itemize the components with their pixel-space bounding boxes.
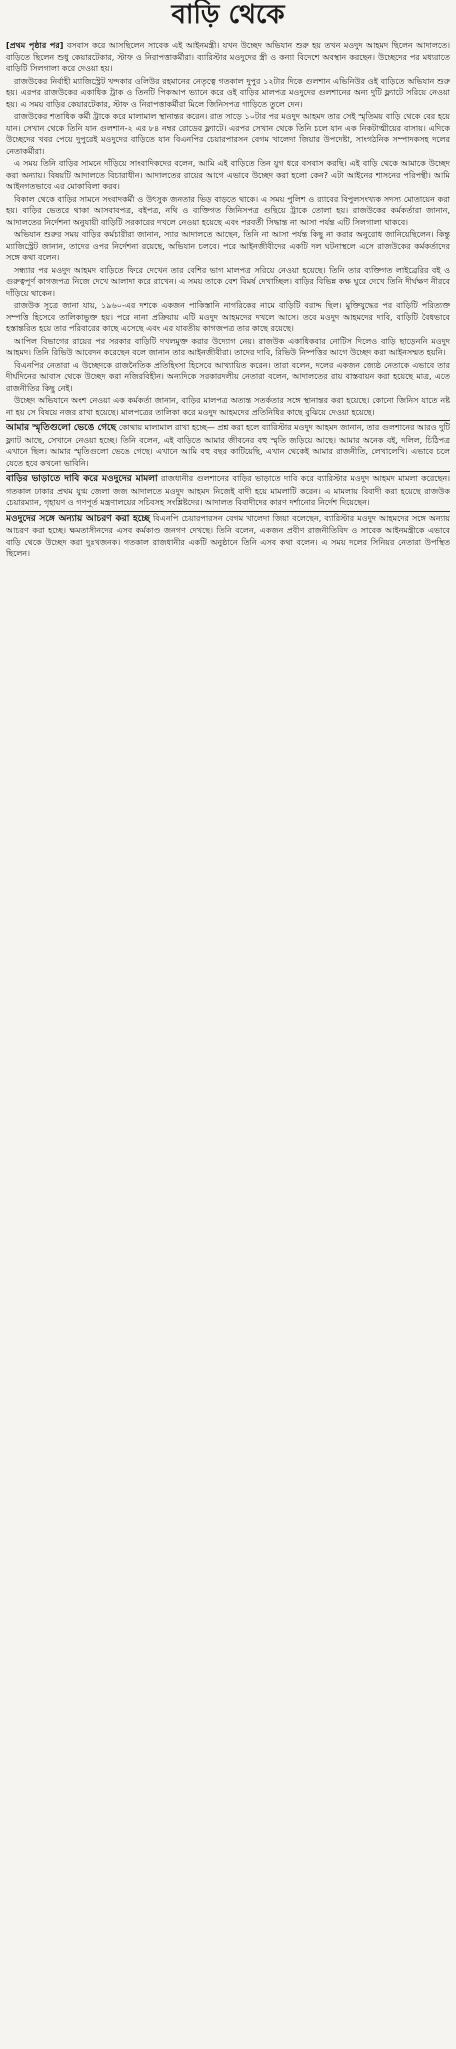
article-paragraph: রাজউক সূত্রে জানা যায়, ১৯৬০-এর দশকে একজন পাকিস্তানি নাগরিকের নামে বাড়িটি বরাদ্দ ছিল। মুক্তিযুদ্ধের পর বাড়িটি পরিত্যক্ত সম্পত্তি হিসেবে তালিকাভুক্ত হয়। পরে নানা প্রক্রিয়ায় এটি মওদুদ আহমদের দখলে আসে। তবে মওদুদ আহমদের দাবি, বাড়িটি বৈধভাবে হস্তান্তরিত হয়ে তার পরিবারের কাছে এসেছে এবং এর যাবতীয় কাগজপত্র তার কাছে রয়েছে। xyxy=(6,301,450,333)
subheading: আমার স্মৃতিগুলো ভেঙে গেছে xyxy=(6,423,117,433)
subheading: মওদুদের সঙ্গে অন্যায় আচরণ করা হচ্ছে xyxy=(6,513,150,524)
article-paragraph xyxy=(6,40,450,75)
page-title: বাড়ি থেকে xyxy=(171,0,285,30)
continued-from-marker: [প্রথম পৃষ্ঠার পর] xyxy=(6,41,64,50)
article-paragraph: বিএনপির নেতারা এ উচ্ছেদকে রাজনৈতিক প্রতিহিংসা হিসেবে আখ্যায়িত করেন। তারা বলেন, দলের একজন জ্যেষ্ঠ নেতাকে এভাবে তার দীর্ঘদিনের আবাস থেকে উচ্ছেদ করা নজিরবিহীন। অন্যদিকে সরকারদলীয় নেতারা বলেন, আদালতের রায় বাস্তবায়ন করা হয়েছে মাত্র, এতে রাজনীতির কিছু নেই। xyxy=(6,360,450,393)
section-divider xyxy=(6,420,450,421)
subheading: বাড়ির ভাড়াতে দাবি করে মওদুদের মামলা xyxy=(6,474,158,484)
article-body xyxy=(6,40,450,2045)
paragraph-text: বসবাস করে আসছিলেন সাবেক এই আইনমন্ত্রী। যখন উচ্ছেদ অভিযান শুরু হয় তখন মওদুদ আহমদ ছিলেন আদালতে। বাড়িতে ছিলেন শুধু কেয়ারটেকার, স্টাফ ও নিরাপত্তাকর্মীরা। ব্যারিস্টার মওদুদের স্ত্রী ও কন্যা বিদেশে অবস্থান করছেন। উচ্ছেদের পর মধ্যরাতে বাড়িটি সিলগালা করে দেওয়া হয়। xyxy=(6,41,450,73)
article-paragraph: রাজউকের শতাধিক কর্মী ট্রাকে করে মালামাল স্থানান্তর করেন। রাত সাড়ে ১০টার পর মওদুদ আহমদ তার সেই স্মৃতিময় বাড়ি থেকে বের হয়ে যান। সেখান থেকে তিনি যান গুলশান-২ এর ৮৪ নম্বর রোডের ফ্ল্যাটে। এরপর সেখান থেকে তিনি চলে যান এক নিকটাত্মীয়ের বাসায়। এদিকে উচ্ছেদের খবর পেয়ে দুপুরেই মওদুদের বাড়িতে যান বিএনপির চেয়ারপারসন বেগম খালেদা জিয়ার উপদেষ্টা, সাংগঠনিক সম্পাদকসহ দলের নেতাকর্মীরা। xyxy=(6,112,450,156)
section-divider xyxy=(6,471,450,472)
article-paragraph: আপিল বিভাগের রায়ের পর সরকার বাড়িটি দখলমুক্ত করার উদ্যোগ নেয়। রাজউক একাধিকবার নোটিস দিলেও বাড়ি ছাড়েননি মওদুদ আহমদ। তিনি রিভিউ আবেদন করেছেন বলে জানান তার আইনজীবীরা। তাদের দাবি, রিভিউ নিষ্পত্তির আগে উচ্ছেদ করা আইনসম্মত হয়নি। xyxy=(6,336,450,357)
article-paragraph: বিকাল থেকে বাড়ির সামনে সংবাদকর্মী ও উৎসুক জনতার ভিড় বাড়তে থাকে। এ সময় পুলিশ ও র‌্যাবের বিপুলসংখ্যক সদস্য মোতায়েন করা হয়। বাড়ির ভেতরে থাকা আসবাবপত্র, বইপত্র, নথি ও ব্যক্তিগত জিনিসপত্র গুছিয়ে ট্রাকে তোলা হয়। রাজউকের কর্মকর্তারা জানান, আদালতের নির্দেশনা অনুযায়ী বাড়িটি সরকারের দখলে নেওয়া হয়েছে এবং পরবর্তী সিদ্ধান্ত না আসা পর্যন্ত এটি সিলগালা থাকবে। xyxy=(6,194,450,227)
subsection-text: বিএনপি চেয়ারপারসন বেগম খালেদা জিয়া বলেছেন, ব্যারিস্টার মওদুদ আহমদের সঙ্গে অন্যায় আচরণ করা হচ্ছে। ক্ষমতাসীনদের এসব কর্মকাণ্ড জনগণ দেখছে। তিনি বলেন, একজন প্রবীণ রাজনীতিবিদ ও সাবেক আইনমন্ত্রীকে এভাবে বাড়ি থেকে উচ্ছেদ করা দুঃখজনক। গতকাল রাজধানীর একটি অনুষ্ঠানে তিনি এসব কথা বলেন। এ সময় দলের সিনিয়র নেতারা উপস্থিত ছিলেন। xyxy=(6,513,450,558)
subsection-paragraph xyxy=(6,513,450,560)
article-paragraph: এ সময় তিনি বাড়ির সামনে দাঁড়িয়ে সাংবাদিকদের বলেন, আমি এই বাড়িতে তিন যুগ ধরে বসবাস করছি। এই বাড়ি থেকে আমাকে উচ্ছেদ করা অন্যায়। বিষয়টি আদালতে বিচারাধীন। আদালতের রায়ের আগে এভাবে উচ্ছেদ করা হলো কেন? এটা আইনের শাসনের পরিপন্থী। আমি আইনগতভাবে এর মোকাবিলা করব। xyxy=(6,159,450,191)
subsection-paragraph xyxy=(6,422,450,469)
section-divider xyxy=(6,511,450,512)
article-paragraph: অভিযান শুরুর সময় বাড়ির কর্মচারীরা জানান, স্যার আদালতে আছেন, তিনি না আসা পর্যন্ত কিছু না করার অনুরোধ জানিয়েছিলেন। কিন্তু ম্যাজিস্ট্রেট জানান, তাদের ওপর নির্দেশনা রয়েছে, অভিযান চলবে। পরে আইনজীবীদের একটি দল ঘটনাস্থলে এসে রাজউকের কর্মকর্তাদের সঙ্গে কথা বলেন। xyxy=(6,230,450,262)
subsection-paragraph xyxy=(6,473,450,509)
subsection-text: রাজধানীর গুলশানের বাড়ির ভাড়াতে দাবি করে ব্যারিস্টার মওদুদ আহমদ মামলা করেছেন। গতকাল ঢাকার প্রথম যুগ্ম জেলা জজ আদালতে মওদুদ আহমদ নিজেই বাদী হয়ে মামলাটি করেন। এ মামলায় বিবাদী করা হয়েছে রাজউক চেয়ারম্যান, গৃহায়ণ ও গণপূর্ত মন্ত্রণালয়ের সচিবসহ সংশ্লিষ্টদের। আদালত বিবাদীদের কারণ দর্শানোর নির্দেশ দিয়েছেন। xyxy=(6,474,450,507)
article-paragraph: উচ্ছেদ অভিযানে অংশ নেওয়া এক কর্মকর্তা জানান, বাড়ির মালপত্র অত্যন্ত সতর্কতার সঙ্গে স্থানান্তর করা হয়েছে। কোনো জিনিস যাতে নষ্ট না হয় সে বিষয়ে নজর রাখা হয়েছে। মালপত্রের তালিকা করে মওদুদ আহমদের প্রতিনিধির কাছে বুঝিয়ে দেওয়া হয়েছে। xyxy=(6,396,450,417)
subsection-text: কোথায় মালামাল রাখা হচ্ছে— প্রশ্ন করা হলে ব্যারিস্টার মওদুদ আহমদ জানান, তার গুলশানের আরও দুটি ফ্ল্যাট আছে, সেখানে নেওয়া হচ্ছে। তিনি বলেন, এই বাড়িতে আমার জীবনের বহু স্মৃতি জড়িয়ে আছে। আমার অনেক বই, দলিল, চিঠিপত্র এখানে ছিল। আমার স্মৃতিগুলো ভেঙে গেছে। এখানে আমি বহু বছর কাটিয়েছি, এখান থেকেই আমার রাজনীতি, লেখালেখি। এভাবে চলে যেতে হবে কখনো ভাবিনি। xyxy=(6,423,450,468)
article-paragraph: সন্ধ্যার পর মওদুদ আহমদ বাড়িতে ফিরে দেখেন তার বেশির ভাগ মালপত্র সরিয়ে নেওয়া হয়েছে। তিনি তার ব্যক্তিগত লাইব্রেরির বই ও গুরুত্বপূর্ণ কাগজপত্র নিজে দেখে আলাদা করে রাখেন। এ সময় তাকে বেশ বিমর্ষ দেখাচ্ছিল। বাড়ির বিভিন্ন কক্ষ ঘুরে দেখে তিনি দীর্ঘক্ষণ নীরবে দাঁড়িয়ে থাকেন। xyxy=(6,265,450,298)
article-paragraph: রাজউকের নির্বাহী ম্যাজিস্ট্রেট খন্দকার ওলিউর রহমানের নেতৃত্বে গতকাল দুপুর ১২টার দিকে গুলশান এভিনিউর ওই বাড়িতে অভিযান শুরু হয়। এরপর রাজউকের একাধিক ট্রাক ও তিনটি পিকআপ ভ্যানে করে ওই বাড়ির মালপত্র মওদুদের গুলশানের অন্য দুটি ফ্ল্যাটে সরিয়ে নেওয়া হয়। এ সময় বাড়ির কেয়ারটেকার, স্টাফ ও নিরাপত্তাকর্মীরা মিলে জিনিসপত্র গাড়িতে তুলে দেন। xyxy=(6,76,450,109)
